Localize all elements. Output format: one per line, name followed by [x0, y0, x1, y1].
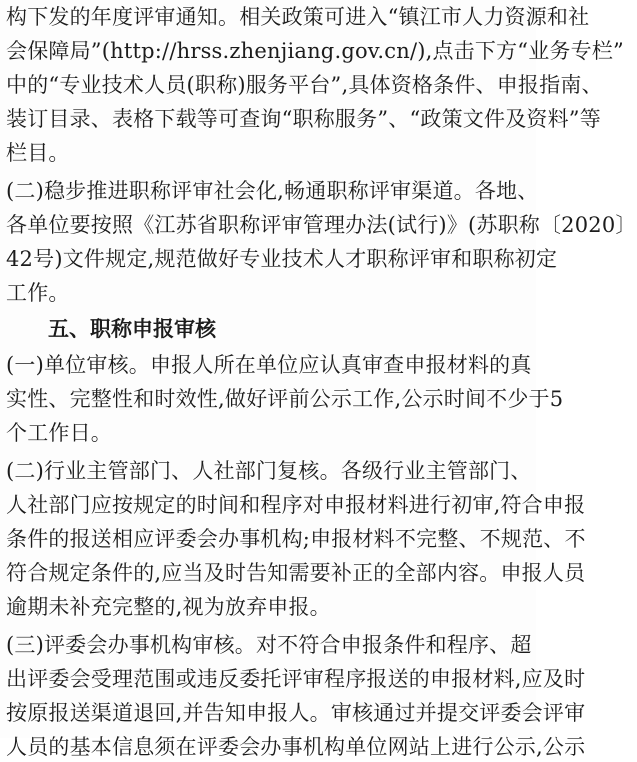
- text-line: 中的“专业技术人员(职称)服务平台”,具体资格条件、申报指南、: [6, 73, 603, 97]
- text-line: (二)稳步推进职称评审社会化,畅通职称评审渠道。各地、: [6, 179, 539, 203]
- text-line: 人社部门应按规定的时间和程序对申报材料进行初审,符合申报: [6, 493, 586, 517]
- text-line: 会保障局”(http://hrss.zhenjiang.gov.cn/),点击下方“业务专栏”: [6, 39, 624, 63]
- text-line: 装订目录、表格下载等可查询“职称服务”、“政策文件及资料”等: [6, 107, 601, 131]
- text-line: 42号)文件规定,规范做好专业技术人才职称评审和职称初定: [6, 247, 558, 271]
- section-heading: 五、职称申报审核: [48, 317, 216, 341]
- text-line: 条件的报送相应评委会办事机构;申报材料不完整、不规范、不: [6, 527, 586, 551]
- text-line: 栏目。: [6, 141, 70, 165]
- text-line: (二)行业主管部门、人社部门复核。各级行业主管部门、: [6, 459, 532, 483]
- text-line: 逾期未补充完整的,视为放弃申报。: [6, 595, 331, 619]
- text-line: (一)单位审核。申报人所在单位应认真审查申报材料的真: [6, 353, 532, 377]
- text-line: 个工作日。: [6, 421, 112, 445]
- text-line: 工作。: [6, 281, 70, 305]
- text-line: 实性、完整性和时效性,做好评前公示工作,公示时间不少于5: [6, 387, 564, 411]
- text-line: 人员的基本信息须在评委会办事机构单位网站上进行公示,公示: [6, 735, 586, 759]
- text-line: 按原报送渠道退回,并告知申报人。审核通过并提交评委会评审: [6, 701, 586, 725]
- text-line: 出评委会受理范围或违反委托评审程序报送的申报材料,应及时: [6, 667, 586, 691]
- text-line: 各单位要按照《江苏省职称评审管理办法(试行)》(苏职称〔2020〕: [6, 213, 637, 237]
- text-line: 符合规定条件的,应当及时告知需要补正的全部内容。申报人员: [6, 561, 586, 585]
- text-line: 构下发的年度评审通知。相关政策可进入“镇江市人力资源和社: [6, 5, 590, 29]
- text-line: (三)评委会办事机构审核。对不符合申报条件和程序、超: [6, 633, 532, 657]
